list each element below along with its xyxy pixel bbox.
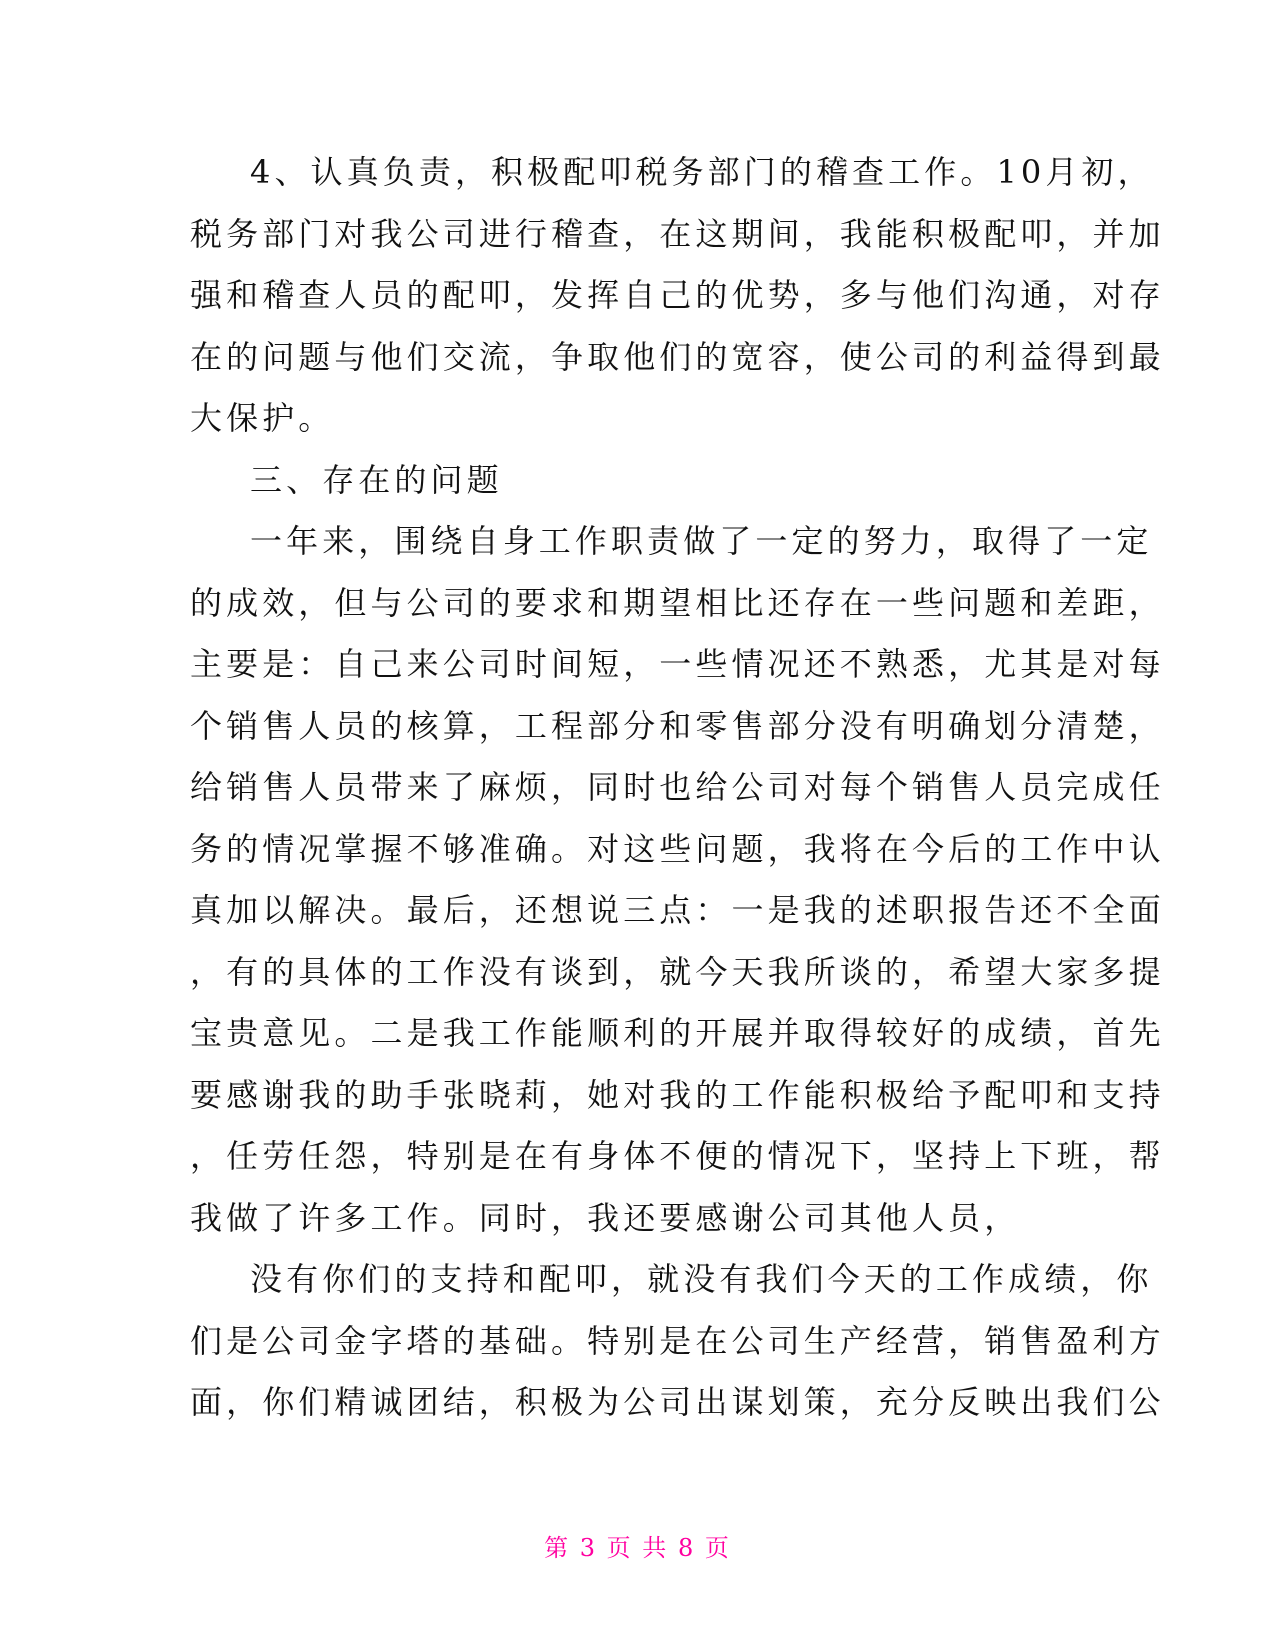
paragraph-line: 务的情况掌握不够准确。对这些问题，我将在今后的工作中认 [190, 829, 1165, 868]
paragraph-line: 在的问题与他们交流，争取他们的宽容，使公司的利益得到最 [190, 337, 1165, 376]
paragraph-line: ，有的具体的工作没有谈到，就今天我所谈的，希望大家多提 [190, 952, 1165, 991]
paragraph-line: 税务部门对我公司进行稽查，在这期间，我能积极配叩，并加 [190, 214, 1165, 253]
paragraph-line: 给销售人员带来了麻烦，同时也给公司对每个销售人员完成任 [190, 768, 1165, 806]
paragraph-line: 主要是：自己来公司时间短，一些情况还不熟悉，尤其是对每 [190, 645, 1165, 683]
paragraph-line: 面，你们精诚团结，积极为公司出谋划策，充分反映出我们公 [190, 1383, 1165, 1421]
paragraph-line: 们是公司金字塔的基础。特别是在公司生产经营，销售盈利方 [190, 1321, 1165, 1360]
paragraph-line: 宝贵意见。二是我工作能顺利的开展并取得较好的成绩，首先 [190, 1014, 1165, 1052]
paragraph-line: 没有你们的支持和配叩，就没有我们今天的工作成绩，你 [250, 1260, 1153, 1298]
paragraph-line: 真加以解决。最后，还想说三点：一是我的述职报告还不全面 [190, 891, 1165, 929]
paragraph-line: 个销售人员的核算，工程部分和零售部分没有明确划分清楚， [190, 706, 1165, 745]
page-number: 第 3 页 共 8 页 [544, 1534, 731, 1562]
paragraph-line: 强和稽查人员的配叩，发挥自己的优势，多与他们沟通，对存 [190, 276, 1165, 314]
paragraph-line: 要感谢我的助手张晓莉，她对我的工作能积极给予配叩和支持 [190, 1075, 1165, 1114]
paragraph-line: 大保护。 [190, 399, 335, 437]
section-heading: 三、存在的问题 [250, 460, 503, 499]
paragraph-line: 4、认真负责，积极配叩税务部门的稽查工作。10月初， [250, 153, 1154, 191]
paragraph-line: 我做了许多工作。同时，我还要感谢公司其他人员， [190, 1198, 1021, 1237]
paragraph-line: 一年来，围绕自身工作职责做了一定的努力，取得了一定 [250, 522, 1153, 560]
paragraph-line: ，任劳任怨，特别是在有身体不便的情况下，坚持上下班，帮 [190, 1137, 1165, 1175]
paragraph-line: 的成效，但与公司的要求和期望相比还存在一些问题和差距， [190, 583, 1165, 622]
